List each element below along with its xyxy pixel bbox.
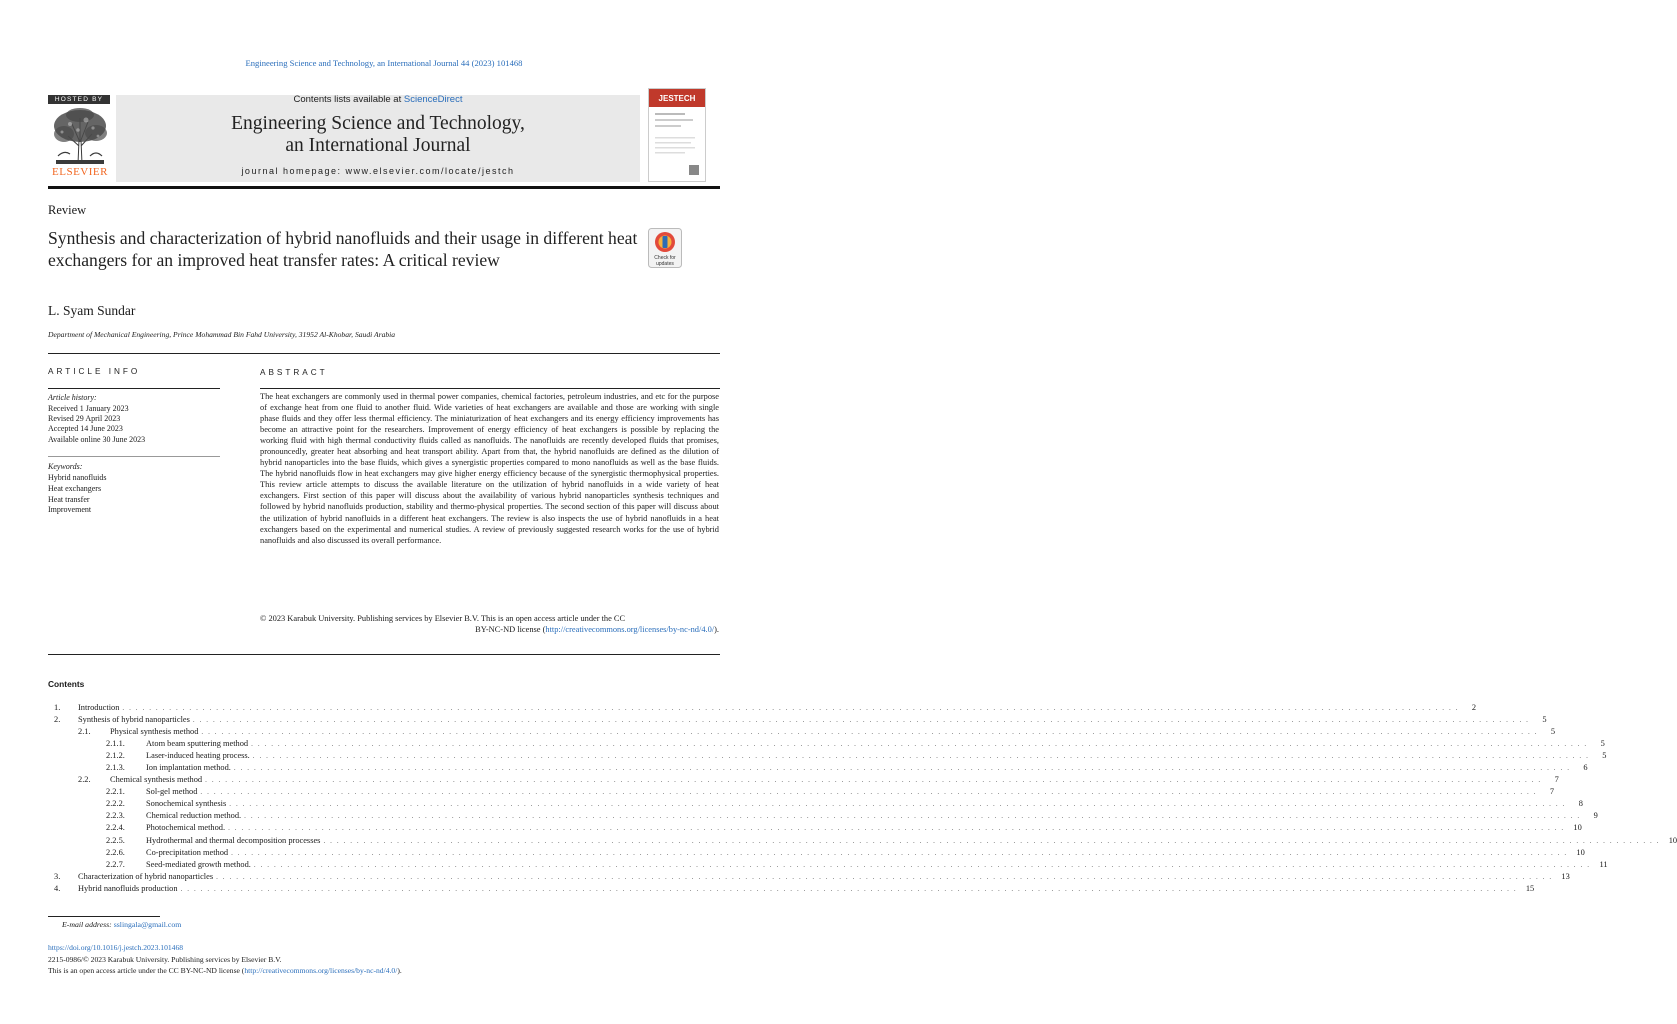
toc-leader-dots: . . . . . . . . . . . . . . . . . . . . . . . . . . . . . . . . . . . . . . . . . . . . . . . . . . . . . . . . . . . . . . . . . . . . . . . . . . . . . . . . . . . . . . . . . . . . . . . . . . . . . . . . . . . . . . . . . . . . . . . . . . . . . . . . . . . . . . . . . . . . . . . . . . . . . . . . . . . . . . . . . . . . . . . . . . . . . . . . . . . . . . . . . . . . . . . . . . . . . . . . — [192, 716, 1530, 725]
hosted-by-label: HOSTED BY — [48, 95, 110, 104]
table-of-contents — [48, 702, 1677, 895]
toc-entry-title[interactable]: Physical synthesis method — [110, 727, 199, 737]
toc-entry-number: 2.2.6. — [106, 847, 125, 857]
abstract-copyright — [260, 613, 719, 635]
toc-entry-title[interactable]: Sonochemical synthesis — [146, 799, 227, 809]
check-for-updates-badge[interactable] — [648, 228, 682, 268]
journal-homepage[interactable]: journal homepage: www.elsevier.com/locate/jestch — [241, 166, 515, 176]
toc-leader-dots: . . . . . . . . . . . . . . . . . . . . . . . . . . . . . . . . . . . . . . . . . . . . . . . . . . . . . . . . . . . . . . . . . . . . . . . . . . . . . . . . . . . . . . . . . . . . . . . . . . . . . . . . . . . . . . . . . . . . . . . . . . . . . . . . . . . . . . . . . . . . . . . . . . . . . . . . . . . . . . . . . . . . . . . . . . . . . . . . . . . . . . . . . . . . . . . . . . . . . . . . — [231, 848, 1568, 857]
copyright-line1: © 2023 Karabuk University. Publishing services by Elsevier B.V. This is an open access article under the CC — [260, 614, 626, 623]
toc-entry[interactable] — [48, 810, 1598, 822]
toc-entry-number: 2. — [54, 715, 61, 725]
sciencedirect-link[interactable]: ScienceDirect — [403, 94, 463, 105]
toc-leader-dots: . . . . . . . . . . . . . . . . . . . . . . . . . . . . . . . . . . . . . . . . . . . . . . . . . . . . . . . . . . . . . . . . . . . . . . . . . . . . . . . . . . . . . . . . . . . . . . . . . . . . . . . . . . . . . . . . . . . . . . . . . . . . . . . . . . . . . . . . . . . . . . . . . . . . . . . . . . . . . . . . . . . . . . . . . . . . . . . . . . . . . . . . . . . . . . . . . . . . . . . . — [323, 836, 1661, 845]
keyword-item: Hybrid nanofluids — [48, 473, 107, 482]
toc-entry-number: 2.1.2. — [106, 751, 125, 761]
oa-license-link[interactable]: http://creativecommons.org/licenses/by-nc-nd/4.0/ — [244, 966, 398, 975]
toc-entry[interactable] — [48, 883, 1535, 895]
keyword-item: Heat exchangers — [48, 483, 102, 493]
toc-leader-dots: . . . . . . . . . . . . . . . . . . . . . . . . . . . . . . . . . . . . . . . . . . . . . . . . . . . . . . . . . . . . . . . . . . . . . . . . . . . . . . . . . . . . . . . . . . . . . . . . . . . . . . . . . . . . . . . . . . . . . . . . . . . . . . . . . . . . . . . . . . . . . . . . . . . . . . . . . . . . . . . . . . . . . . . . . . . . . . . . . . . . . . . . . . . . . . . . . . . . . . . . — [229, 800, 1566, 809]
toc-entry-title[interactable]: Chemical synthesis method — [110, 775, 203, 785]
author-affiliation: Department of Mechanical Engineering, Prince Mohammad Bin Fahd University, 31952 Al-Khobar, Saudi Arabia — [48, 330, 396, 339]
toc-entry-number: 2.1.3. — [106, 763, 125, 773]
doi-link[interactable]: https://doi.org/10.1016/j.jestch.2023.101468 — [48, 943, 184, 952]
toc-leader-dots: . . . . . . . . . . . . . . . . . . . . . . . . . . . . . . . . . . . . . . . . . . . . . . . . . . . . . . . . . . . . . . . . . . . . . . . . . . . . . . . . . . . . . . . . . . . . . . . . . . . . . . . . . . . . . . . . . . . . . . . . . . . . . . . . . . . . . . . . . . . . . . . . . . . . . . . . . . . . . . . . . . . . . . . . . . . . . . . . . . . . . . . . . . . . . . . . . . . . . . . . — [200, 788, 1538, 797]
toc-entry-number: 3. — [54, 871, 61, 881]
toc-entry-title[interactable]: Laser-induced heating process. — [146, 751, 250, 761]
toc-entry-number: 2.2. — [78, 775, 91, 785]
license-link[interactable]: http://creativecommons.org/licenses/by-nc-nd/4.0/ — [545, 625, 715, 635]
article-info-heading: ARTICLE INFO — [48, 367, 141, 376]
toc-entry-number: 2.2.7. — [106, 859, 125, 869]
check-for-updates-icon — [648, 228, 682, 268]
journal-title-line1: Engineering Science and Technology, — [231, 113, 525, 134]
running-head[interactable]: Engineering Science and Technology, an International Journal 44 (2023) 101468 — [245, 58, 523, 68]
toc-entry[interactable] — [48, 714, 1547, 726]
toc-entry-title[interactable]: Characterization of hybrid nanoparticles — [78, 871, 214, 881]
toc-entry-title[interactable]: Atom beam sputtering method — [146, 739, 249, 749]
toc-entry[interactable] — [48, 786, 1555, 798]
keywords-rule — [48, 456, 220, 457]
toc-entry[interactable] — [48, 726, 1556, 738]
toc-leader-dots: . . . . . . . . . . . . . . . . . . . . . . . . . . . . . . . . . . . . . . . . . . . . . . . . . . . . . . . . . . . . . . . . . . . . . . . . . . . . . . . . . . . . . . . . . . . . . . . . . . . . . . . . . . . . . . . . . . . . . . . . . . . . . . . . . . . . . . . . . . . . . . . . . . . . . . . . . . . . . . . . . . . . . . . . . . . . . . . . . . . . . . . . . . . . . . . . . . . . . . . . — [253, 860, 1591, 869]
toc-entry-number: 2.1. — [78, 727, 91, 737]
toc-entry-page[interactable]: 15 — [1525, 883, 1535, 893]
article-history-label: Article history: — [48, 393, 97, 402]
toc-entry-page[interactable]: 5 — [1600, 739, 1605, 749]
email-link[interactable]: sslingala@gmail.com — [113, 920, 182, 929]
journal-title — [116, 113, 640, 157]
abstract-rule — [260, 388, 720, 389]
toc-entry-page[interactable]: 5 — [1602, 751, 1607, 761]
toc-entry-title[interactable]: Synthesis of hybrid nanoparticles — [78, 715, 190, 725]
copyright-line2-prefix: BY-NC-ND license ( — [475, 625, 546, 635]
toc-entry-number: 1. — [54, 703, 61, 712]
toc-leader-dots: . . . . . . . . . . . . . . . . . . . . . . . . . . . . . . . . . . . . . . . . . . . . . . . . . . . . . . . . . . . . . . . . . . . . . . . . . . . . . . . . . . . . . . . . . . . . . . . . . . . . . . . . . . . . . . . . . . . . . . . . . . . . . . . . . . . . . . . . . . . . . . . . . . . . . . . . . . . . . . . . . . . . . . . . . . . . . . . . . . . . . . . . . . . . . . . . . . . . . . . . — [228, 824, 1565, 833]
toc-entry-number: 2.2.3. — [106, 811, 125, 821]
toc-entry-page[interactable]: 10 — [1668, 835, 1677, 845]
abstract-text: The heat exchangers are commonly used in thermal power companies, chemical factories, petroleum industries, and etc for the purpose of exchange heat from one fluid to another fluid. Wide varieties of heat exchangers are available and those are working with single phase fluids and they offer less thermal efficiency. The miniaturization of heat exchangers and its energy efficiency improvements has become an attractive point for the researchers. Improvement of energy efficiency of heat exchangers is possible by replacing the working fluid with high thermal conductivity fluids called as nanofluids. The nanofluids are recently developed fluids that promises, pronouncedly, greater heat absorbing and heat transport ability. Apart from that, the hybrid nanofluids are defined as the dilution of hybrid nanoparticles into the base fluids, which gives a synergistic properties compared to mono nanofluids as well as the base fluids. The hybrid nanofluids flow in heat exchangers may give higher energy efficiency because of the synergistic thermophysical properties. This review article attempts to discuss the available literature on the utilization of hybrid nanofluids in a wide variety of heat exchangers. First section of this paper will discuss about the availability of various hybrid nanoparticles synthesis techniques and followed by hybrid nanofluids production, stability and thermo-physical properties. The second section of this paper will discuss about the utilization of hybrid nanofluids in a different heat exchangers. The review is also inspects the use of hybrid nanofluids in a heat exchangers based on the experimental and numerical studies. A review of previously suggested research works for the use of hybrid nanofluids and also discussed its overall performance. — [260, 392, 719, 545]
toc-entry-title[interactable]: Chemical reduction method. — [146, 811, 242, 821]
open-access-line — [48, 966, 402, 975]
toc-entry[interactable] — [48, 762, 1588, 774]
toc-entry-title[interactable]: Hybrid nanofluids production — [78, 883, 178, 893]
toc-entry-title[interactable]: Co-precipitation method — [146, 847, 229, 857]
toc-entry[interactable] — [48, 774, 1559, 786]
toc-entry-title[interactable]: Hydrothermal and thermal decomposition processes — [146, 835, 321, 845]
toc-entry-page[interactable]: 5 — [1550, 727, 1556, 737]
article-title: Synthesis and characterization of hybrid nanofluids and their usage in different heat exchangers for an improved heat transfer rates: A critical review — [48, 228, 638, 270]
journal-title-line2: an International Journal — [285, 135, 471, 156]
toc-entry-page[interactable]: 2 — [1471, 703, 1477, 712]
elsevier-tree-logo — [48, 106, 112, 166]
history-item: Received 1 January 2023 — [48, 404, 129, 413]
keywords-list — [48, 473, 106, 516]
toc-leader-dots: . . . . . . . . . . . . . . . . . . . . . . . . . . . . . . . . . . . . . . . . . . . . . . . . . . . . . . . . . . . . . . . . . . . . . . . . . . . . . . . . . . . . . . . . . . . . . . . . . . . . . . . . . . . . . . . . . . . . . . . . . . . . . . . . . . . . . . . . . . . . . . . . . . . . . . . . . . . . . . . . . . . . . . . . . . . . . . . . . . . . . . . . . . . . . . . . . . . . . . . . — [244, 812, 1581, 821]
abstract-heading: ABSTRACT — [260, 368, 328, 377]
header-rule — [48, 186, 720, 189]
keywords-label: Keywords: — [48, 462, 83, 471]
toc-entry-page[interactable]: 10 — [1576, 847, 1585, 857]
toc-leader-dots: . . . . . . . . . . . . . . . . . . . . . . . . . . . . . . . . . . . . . . . . . . . . . . . . . . . . . . . . . . . . . . . . . . . . . . . . . . . . . . . . . . . . . . . . . . . . . . . . . . . . . . . . . . . . . . . . . . . . . . . . . . . . . . . . . . . . . . . . . . . . . . . . . . . . . . . . . . . . . . . . . . . . . . . . . . . . . . . . . . . . . . . . . . . . . . . . . . . . . . . . — [216, 872, 1553, 881]
history-item: Available online 30 June 2023 — [48, 434, 146, 444]
keyword-item: Heat transfer — [48, 494, 90, 504]
toc-entry-title[interactable]: Photochemical method. — [146, 823, 226, 833]
contents-available-line — [116, 94, 640, 105]
oa-prefix: This is an open access article under the CC BY-NC-ND license ( — [48, 966, 245, 975]
toc-entry-title[interactable]: Ion implantation method. — [146, 763, 231, 773]
info-top-rule — [48, 353, 720, 354]
oa-suffix: ). — [397, 966, 402, 975]
toc-entry-page[interactable]: 6 — [1583, 763, 1588, 773]
toc-entry-number: 2.2.5. — [106, 835, 125, 845]
article-info-rule — [48, 388, 220, 389]
svg-text:Check for: Check for — [654, 255, 676, 261]
toc-leader-dots: . . . . . . . . . . . . . . . . . . . . . . . . . . . . . . . . . . . . . . . . . . . . . . . . . . . . . . . . . . . . . . . . . . . . . . . . . . . . . . . . . . . . . . . . . . . . . . . . . . . . . . . . . . . . . . . . . . . . . . . . . . . . . . . . . . . . . . . . . . . . . . . . . . . . . . . . . . . . . . . . . . . . . . . . . . . . . . . . . . . . . . . . . . . . . . . . . . . . . . . . — [122, 704, 1460, 712]
toc-entry-number: 2.2.4. — [106, 823, 125, 833]
article-history-list — [48, 404, 145, 445]
toc-entry-title[interactable]: Introduction — [78, 703, 120, 712]
toc-leader-dots: . . . . . . . . . . . . . . . . . . . . . . . . . . . . . . . . . . . . . . . . . . . . . . . . . . . . . . . . . . . . . . . . . . . . . . . . . . . . . . . . . . . . . . . . . . . . . . . . . . . . . . . . . . . . . . . . . . . . . . . . . . . . . . . . . . . . . . . . . . . . . . . . . . . . . . . . . . . . . . . . . . . . . . . . . . . . . . . . . . . . . . . . . . . . . . . . . . . . . . . . — [201, 728, 1539, 737]
elsevier-wordmark: ELSEVIER — [52, 166, 108, 178]
toc-entry[interactable] — [48, 702, 1477, 714]
author-name[interactable]: L. Syam Sundar — [48, 303, 136, 318]
issn-line: 2215-0986/© 2023 Karabuk University. Publishing services by Elsevier B.V. — [48, 955, 282, 964]
toc-entry-title[interactable]: Sol-gel method — [146, 787, 198, 797]
article-type: Review — [48, 203, 87, 217]
cover-label: JESTECH — [658, 94, 696, 103]
toc-entry-page[interactable]: 11 — [1599, 859, 1608, 869]
toc-entry[interactable] — [48, 859, 1608, 871]
toc-entry[interactable] — [48, 750, 1607, 762]
toc-entry-number: 4. — [54, 883, 61, 893]
toc-entry[interactable] — [48, 738, 1605, 750]
toc-entry-number: 2.2.1. — [106, 787, 125, 797]
toc-entry-page[interactable]: 5 — [1542, 715, 1547, 725]
contents-prefix: Contents lists available at — [293, 94, 404, 105]
copyright-line2-suffix: ). — [714, 625, 719, 635]
footnote-rule — [48, 916, 160, 917]
toc-entry-page[interactable]: 8 — [1578, 799, 1583, 809]
email-label: E-mail address: — [62, 920, 112, 929]
toc-leader-dots: . . . . . . . . . . . . . . . . . . . . . . . . . . . . . . . . . . . . . . . . . . . . . . . . . . . . . . . . . . . . . . . . . . . . . . . . . . . . . . . . . . . . . . . . . . . . . . . . . . . . . . . . . . . . . . . . . . . . . . . . . . . . . . . . . . . . . . . . . . . . . . . . . . . . . . . . . . . . . . . . . . . . . . . . . . . . . . . . . . . . . . . . . . . . . . . . . . . . . . . . — [251, 740, 1588, 749]
toc-entry-page[interactable]: 10 — [1573, 823, 1582, 833]
toc-leader-dots: . . . . . . . . . . . . . . . . . . . . . . . . . . . . . . . . . . . . . . . . . . . . . . . . . . . . . . . . . . . . . . . . . . . . . . . . . . . . . . . . . . . . . . . . . . . . . . . . . . . . . . . . . . . . . . . . . . . . . . . . . . . . . . . . . . . . . . . . . . . . . . . . . . . . . . . . . . . . . . . . . . . . . . . . . . . . . . . . . . . . . . . . . . . . . . . . . . . . . . . . — [252, 752, 1590, 761]
toc-entry[interactable] — [48, 871, 1570, 883]
keyword-item: Improvement — [48, 505, 92, 515]
svg-text:updates: updates — [656, 261, 674, 267]
history-item: Accepted 14 June 2023 — [48, 424, 123, 434]
toc-entry-page[interactable]: 13 — [1561, 871, 1570, 881]
toc-entry[interactable] — [48, 835, 1677, 847]
cover-image — [649, 89, 705, 181]
contents-top-rule — [48, 654, 720, 655]
corresponding-email — [62, 920, 181, 929]
toc-entry[interactable] — [48, 822, 1582, 834]
toc-entry[interactable] — [48, 798, 1583, 810]
toc-entry-title[interactable]: Seed-mediated growth method. — [146, 859, 251, 869]
toc-entry-number: 2.2.2. — [106, 799, 125, 809]
toc-entry-number: 2.1.1. — [106, 739, 125, 749]
toc-entry[interactable] — [48, 847, 1585, 859]
journal-cover-thumbnail[interactable] — [648, 88, 706, 182]
toc-entry-page[interactable]: 7 — [1554, 775, 1559, 785]
contents-heading: Contents — [48, 679, 85, 689]
toc-leader-dots: . . . . . . . . . . . . . . . . . . . . . . . . . . . . . . . . . . . . . . . . . . . . . . . . . . . . . . . . . . . . . . . . . . . . . . . . . . . . . . . . . . . . . . . . . . . . . . . . . . . . . . . . . . . . . . . . . . . . . . . . . . . . . . . . . . . . . . . . . . . . . . . . . . . . . . . . . . . . . . . . . . . . . . . . . . . . . . . . . . . . . . . . . . . . . . . . . . . . . . . . — [205, 776, 1542, 785]
toc-leader-dots: . . . . . . . . . . . . . . . . . . . . . . . . . . . . . . . . . . . . . . . . . . . . . . . . . . . . . . . . . . . . . . . . . . . . . . . . . . . . . . . . . . . . . . . . . . . . . . . . . . . . . . . . . . . . . . . . . . . . . . . . . . . . . . . . . . . . . . . . . . . . . . . . . . . . . . . . . . . . . . . . . . . . . . . . . . . . . . . . . . . . . . . . . . . . . . . . . . . . . . . . — [233, 764, 1571, 773]
toc-entry-page[interactable]: 7 — [1549, 787, 1555, 797]
toc-entry-page[interactable]: 9 — [1593, 811, 1598, 821]
toc-leader-dots: . . . . . . . . . . . . . . . . . . . . . . . . . . . . . . . . . . . . . . . . . . . . . . . . . . . . . . . . . . . . . . . . . . . . . . . . . . . . . . . . . . . . . . . . . . . . . . . . . . . . . . . . . . . . . . . . . . . . . . . . . . . . . . . . . . . . . . . . . . . . . . . . . . . . . . . . . . . . . . . . . . . . . . . . . . . . . . . . . . . . . . . . . . . . . . . . . . . . . . . . — [180, 884, 1518, 893]
history-item: Revised 29 April 2023 — [48, 414, 121, 424]
